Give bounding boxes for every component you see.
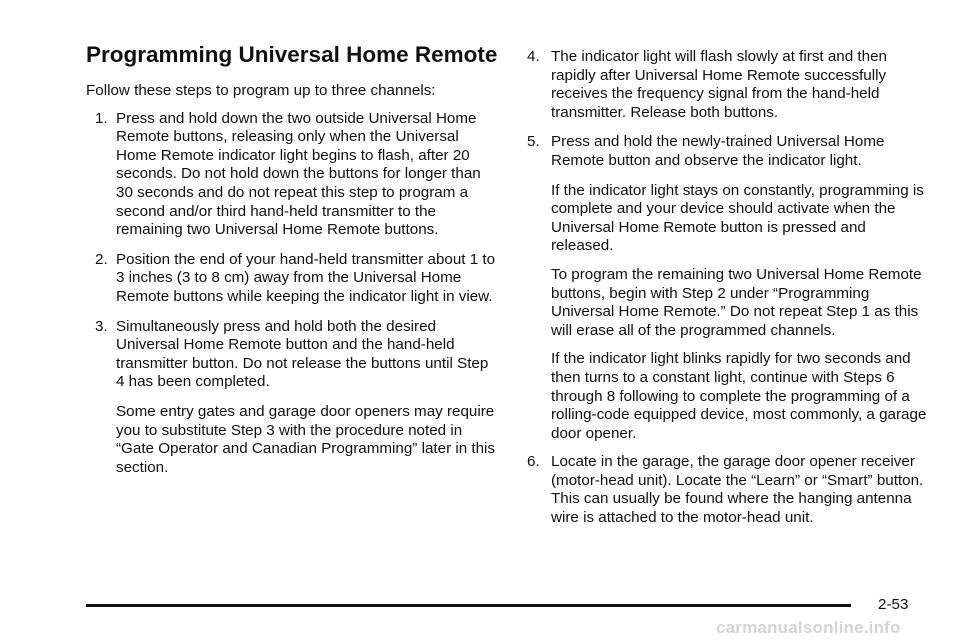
step-2: [86, 251, 498, 307]
step-number: 5.: [527, 133, 540, 151]
step-number: 6.: [527, 453, 540, 471]
step-text: Simultaneously press and hold both the desired Universal Home Remote button and the hand-held transmitter button. Do not release the buttons until Step 4 has been completed.: [116, 317, 489, 391]
step-6: [527, 453, 932, 527]
remaining-buttons-note: To program the remaining two Universal Home Remote buttons, begin with Step 2 under “Programming Universal Home Remote.” Do not repeat Step 1 as this will erase all of the programmed channels.: [551, 265, 922, 339]
step-number: 4.: [527, 48, 540, 65]
step-number: 1.: [95, 109, 108, 127]
page-number: 2-53: [878, 596, 909, 613]
step-text: Position the end of your hand-held transmitter about 1 to 3 inches (3 to 8 cm) away from the Universal Home Remote buttons while keeping the indicator light in view.: [116, 250, 496, 305]
programming-complete-note: If the indicator light stays on constantly, programming is complete and your device should activate when the Universal Home Remote button is pressed and released.: [551, 181, 924, 255]
step-text: Locate in the garage, the garage door opener receiver (motor-head unit). Locate the “Learn” or “Smart” button. This can usually be found where the hanging antenna wire is attached to the motor-head unit.: [551, 453, 924, 527]
step-text: The indicator light will flash slowly at first and then rapidly after Universal Home Remote successfully receives the frequency signal from the hand-held transmitter. Release both buttons.: [551, 48, 887, 121]
step-number: 2.: [95, 250, 108, 268]
step-4: [527, 48, 932, 122]
left-column: [86, 82, 498, 487]
watermark: carmanualsonline.info: [716, 618, 901, 637]
step-text: Press and hold down the two outside Universal Home Remote buttons, releasing only when the Universal Home Remote indicator light begins to flash, after 20 seconds. Do not hold down the buttons for longer than 30 seconds and do not repeat this step to program a second and/or third hand-held transmitter to the remaining two Universal Home Remote buttons.: [116, 109, 481, 239]
right-column: [527, 48, 932, 539]
step-5: [527, 133, 932, 170]
intro-text: Follow these steps to program up to three channels:: [86, 82, 436, 99]
gate-operator-note: Some entry gates and garage door openers may require you to substitute Step 3 with the procedure noted in “Gate Operator and Canadian Programming” later in this section.: [116, 402, 496, 476]
footer-rule: [86, 604, 851, 607]
step-number: 3.: [95, 317, 108, 335]
rolling-code-note: If the indicator light blinks rapidly for two seconds and then turns to a constant light, continue with Steps 6 through 8 following to complete the programming of a rolling-code equipped device, most commonly, a garage door opener.: [551, 350, 927, 442]
step-3: [86, 318, 498, 392]
step-1: [86, 110, 498, 240]
step-text: Press and hold the newly-trained Universal Home Remote button and observe the indicator light.: [551, 133, 885, 169]
page-title: Programming Universal Home Remote: [86, 42, 498, 67]
